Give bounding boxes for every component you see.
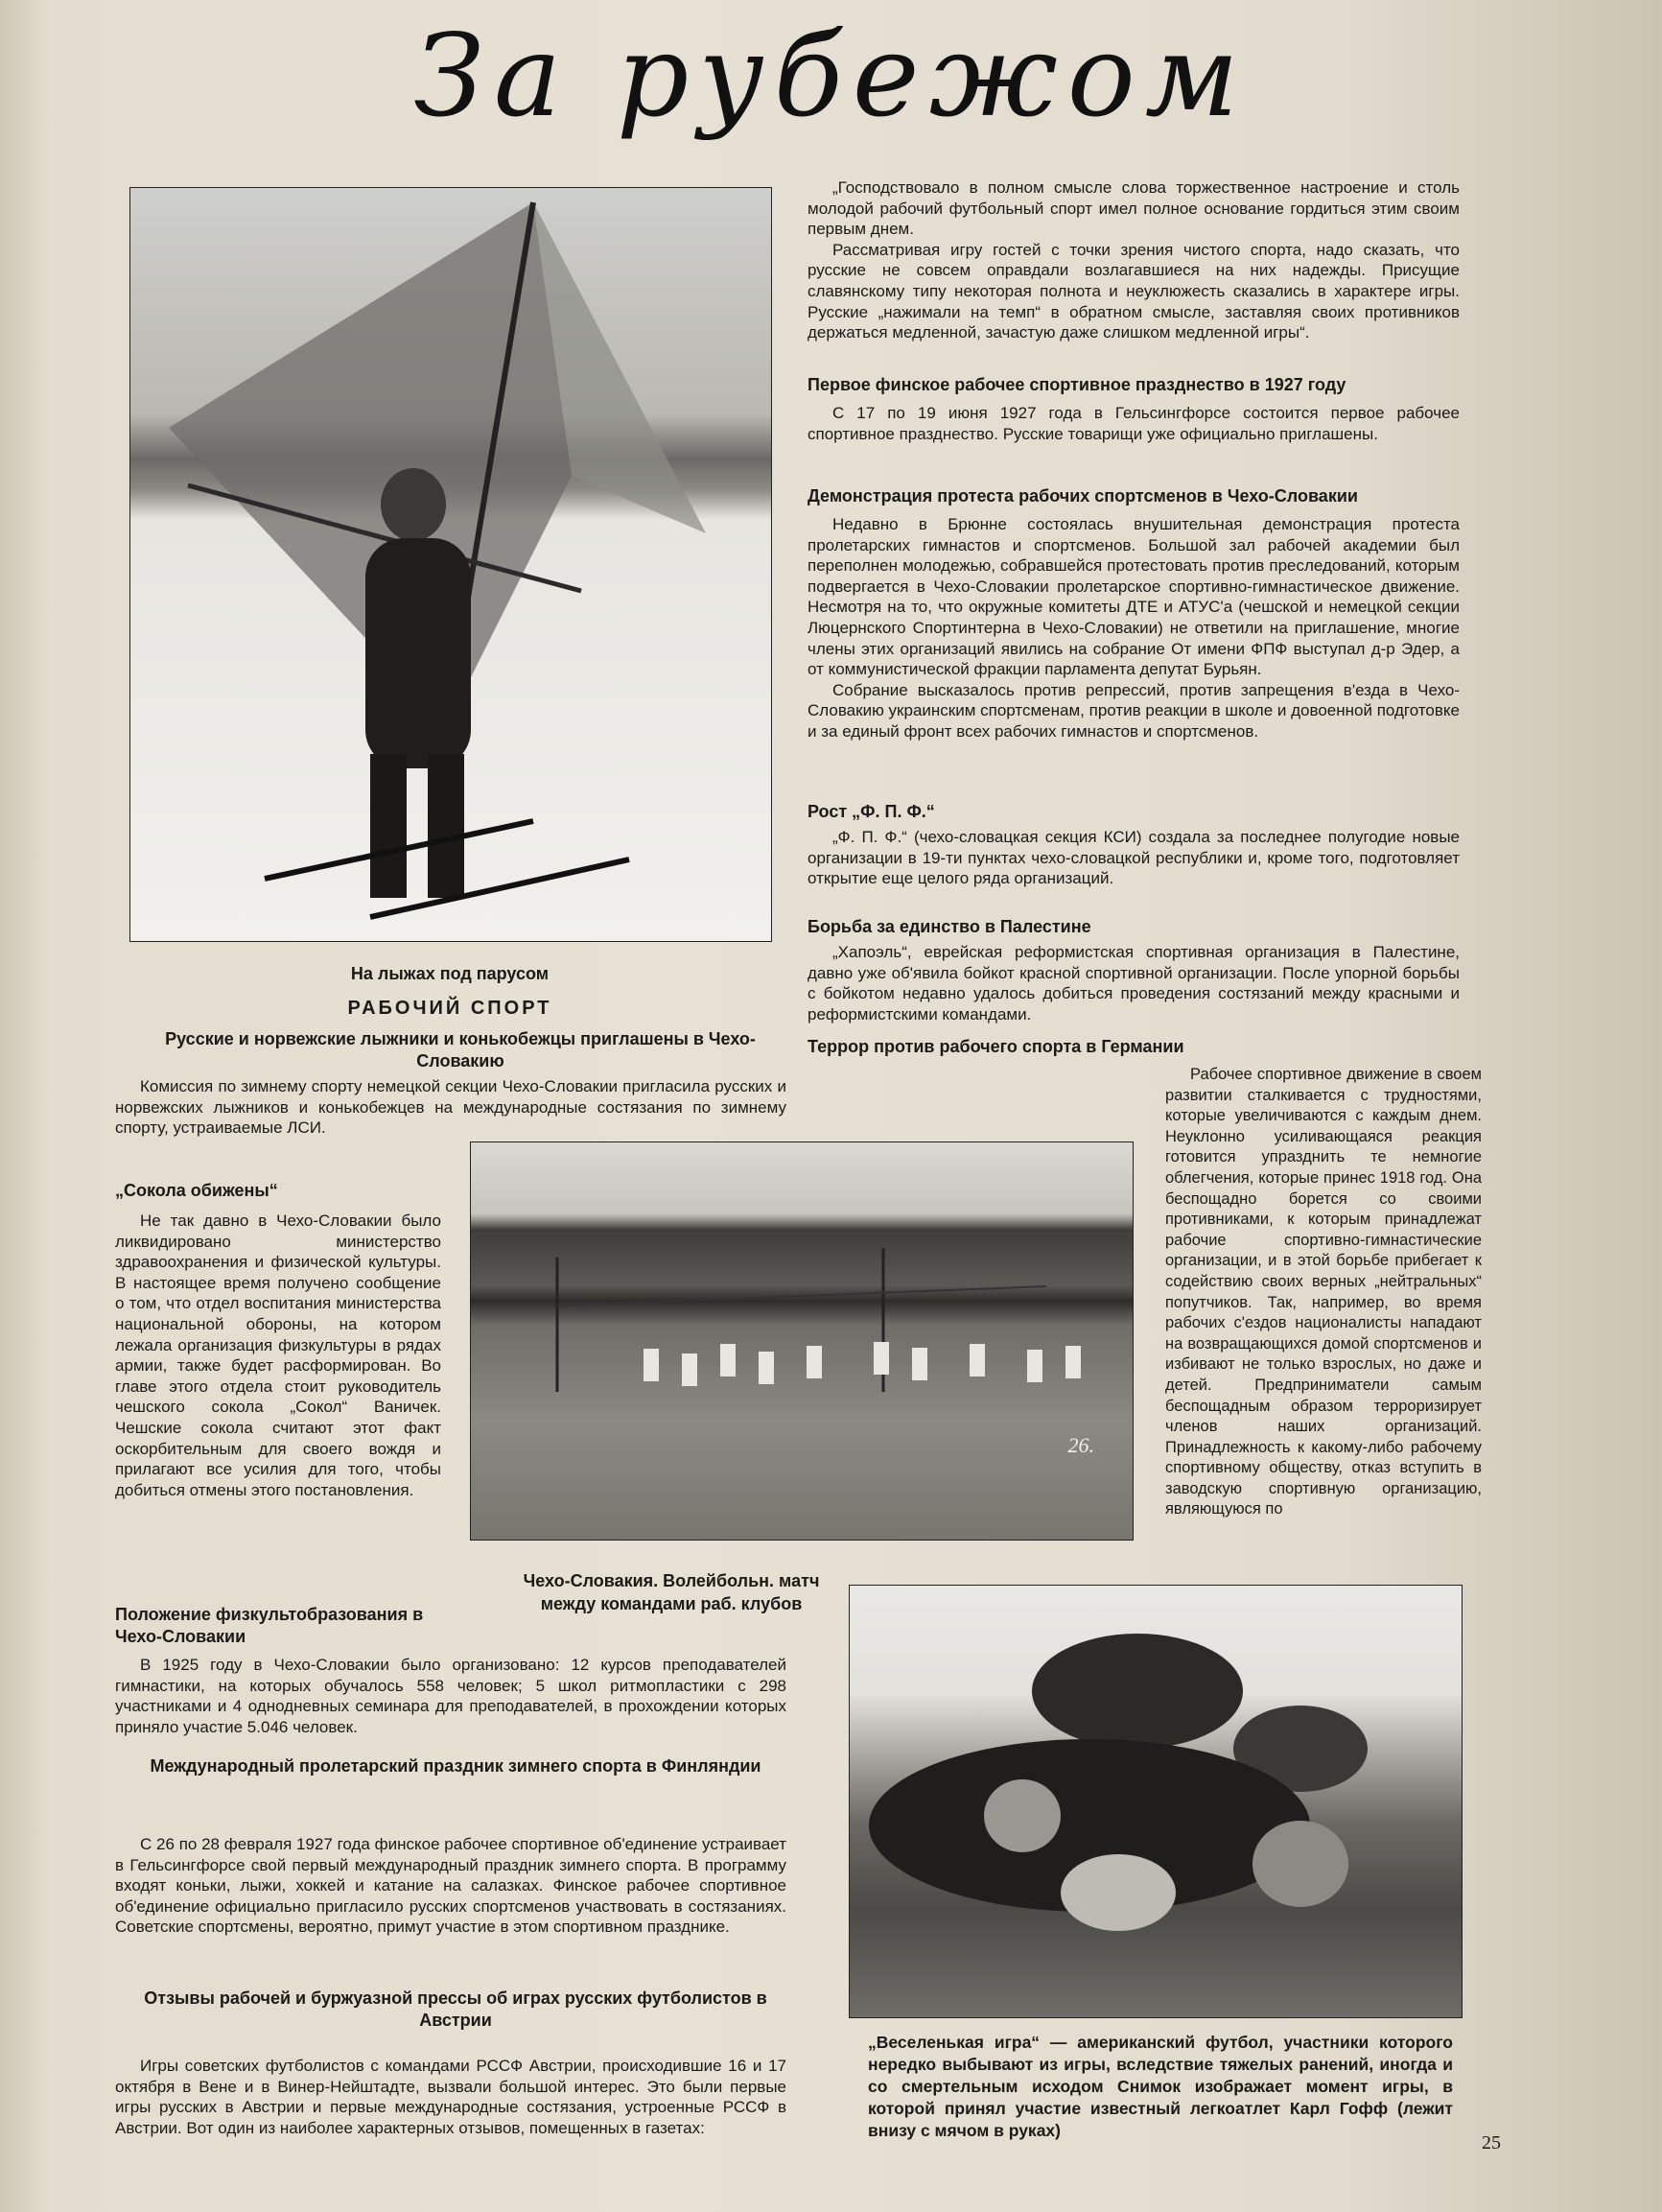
page-number: 25 <box>1482 2132 1501 2153</box>
right-text-quote-b: Рассматривая игру гостей с точки зрения чистого спорта, надо сказать, что русские не совсем оправдали возлагавшиеся на них надежды. Присущие славянскому типу некоторая полнота и неуклюжесть сказались в характере игры. Русские „нажимали на темп“ в обратном смысле, заставляя своих противников держаться медленной, зачастую даже слишком медленной игры“. <box>808 240 1460 342</box>
sail-skier-illustration <box>130 188 771 941</box>
right-text-4: „Хапоэль“, еврейская реформистская спортивная организация в Палестине, давно уже об'явила бойкот красной спортивной организации. После упорной борьбы с бойкотом недавно удалось добиться проведения состязаний между красными и реформистскими командами. <box>808 943 1460 1024</box>
left-heading-3: Положение физкультобразования в Чехо-Словакии <box>115 1605 424 1646</box>
right-paragraph-1 <box>808 403 1460 444</box>
right-heading-1: Первое финское рабочее спортивное празднество в 1927 году <box>808 375 1346 394</box>
section-heading: РАБОЧИЙ СПОРТ <box>347 998 552 1019</box>
right-text-2b: Собрание высказалось против репрессий, против запрещения в'езда в Чехо-Словакию украинским спортсменам, против реакции в школе и довоенной подготовке и за единый фронт всех рабочих гимнастов и спортсменов. <box>808 680 1460 741</box>
left-text-2: Не так давно в Чехо-Словакии было ликвидировано министерство здравоохранения и физической культуры. В настоящее время получено сообщение о том, что отдел воспитания министерства национальной обороны, на котором лежала организация физкультуры в рядах армии, также будет расформирован. Во главе этого отдела стоит руководитель чешского сокола „Сокол“ Ваничек. Чешские сокола считают этот факт оскорбительным для своего вождя и прилагают все усилия для того, чтобы добиться отмены этого постановления. <box>115 1212 441 1499</box>
volleyball-caption-line-2: между командами раб. клубов <box>540 1594 803 1613</box>
football-photo <box>849 1585 1463 2018</box>
volleyball-illustration <box>471 1142 1133 1540</box>
left-text-5: Игры советских футболистов с командами РССФ Австрии, происходившие 16 и 17 октября в Вене и в Винер-Нейштадте, вызвали большой интерес. Это были первые игры русских в Австрии и первые международные состязания, устроенные РССФ в Австрии. Вот один из наиболее характерных отзывов, помещенных в газетах: <box>115 2057 786 2137</box>
sail-skier-photo <box>129 187 772 942</box>
right-heading-4: Борьба за единство в Палестине <box>808 917 1091 936</box>
football-caption: „Веселенькая игра“ — американский футбол, участники которого нередко выбывают из игры, вследствие тяжелых ранений, иногда и со смертельным исходом Снимок изображает момент игры, в которой принял участие известный легкоатлет Карл Гофф (лежит внизу с мячом в руках) <box>868 2033 1453 2140</box>
left-heading-4: Международный пролетарский праздник зимнего спорта в Финляндии <box>150 1756 761 1776</box>
right-quote <box>808 177 1460 343</box>
right-text-3: „Ф. П. Ф.“ (чехо-словацкая секция КСИ) создала за последнее полугодие новые организации в 19-ти пунктах чехо-словацкой республики и, кроме того, подготовляет открытие еще целого ряда организаций. <box>808 828 1460 888</box>
left-text-4: С 26 по 28 февраля 1927 года финское рабочее спортивное об'единение устраивает в Гельсингфорсе свой первый международный праздник зимнего спорта. В программу входят коньки, лыжи, хоккей и катание на салазках. Финское рабочее спортивное об'единение официально пригласило русских спортсменов участвовать в состязаниях. Советские спортсмены, вероятно, примут участие в этом спортивном празднике. <box>115 1835 786 1937</box>
left-heading-5: Отзывы рабочей и буржуазной прессы об играх русских футболистов в Австрии <box>144 1988 767 2030</box>
right-text-5: Рабочее спортивное движение в своем развитии сталкивается с трудностями, которые увеличиваются с каждым днем. Неуклонно усиливающаяся реакция готовится упразднить те немногие облегчения, которые принес 1918 год. Она беспощадно борется со своими противниками, к которым принадлежат рабочие спортивно-гимнастические организации, и в этой борьбе прибегает к содействию своих верных „нейтральных“ попутчиков. Так, например, во время рабочих с'ездов националисты нападают на возвращающихся домой спортсменов и избивают не только взрослых, но даже и детей. Предприниматели самым беспощадным образом терроризирует членов наших организаций. Принадлежность к какому-либо рабочему спортивному обществу, отказ вступить в заводскую спортивную организацию, являющуюся по <box>1165 1066 1482 1518</box>
volleyball-caption-line-1: Чехо-Словакия. Волейбольн. матч <box>523 1571 820 1590</box>
left-paragraph-2 <box>115 1211 441 1500</box>
left-heading-2: „Сокола обижены“ <box>115 1181 278 1200</box>
right-text-2a: Недавно в Брюнне состоялась внушительная демонстрация протеста пролетарских гимнастов и спортсменов. Большой зал рабочей академии был переполнен молодежью, собравшейся протестовать против преследований, которым подвергается в Чехо-Словакии пролетарское спортивно-гимнастическое движение. Несмотря на то, что окружные комитеты ДТЕ и АТУС'а (чешской и немецкой секции Люцернского Спортинтерна в Чехо-Словакии) не ответили на приглашение, многие члены этих организаций явились на собрание От имени ФПФ выступал д-р Эдер, а от коммунистической фракции парламента депутат Бурьян. <box>808 515 1460 679</box>
volleyball-photo <box>470 1141 1134 1541</box>
right-paragraph-4 <box>808 942 1460 1024</box>
right-heading-5: Террор против рабочего спорта в Германии <box>808 1037 1184 1056</box>
left-paragraph-1 <box>115 1076 786 1139</box>
right-text-quote-a: „Господствовало в полном смысле слова торжественное настроение и столь молодой рабочий футбольный спорт имел полное основание гордиться этим своим первым днем. <box>808 178 1460 239</box>
left-paragraph-5 <box>115 2056 786 2138</box>
right-paragraph-2 <box>808 514 1460 742</box>
right-paragraph-5 <box>1165 1065 1482 1520</box>
volleyball-photo-mark: 26. <box>1067 1433 1094 1457</box>
left-heading-1: Русские и норвежские лыжники и конькобежцы приглашены в Чехо-Словакию <box>165 1029 756 1071</box>
right-paragraph-3 <box>808 827 1460 889</box>
left-text-3: В 1925 году в Чехо-Словакии было организовано: 12 курсов преподавателей гимнастики, на которых обучалось 558 человек; 5 школ ритмопластики с 298 участниками и 4 однодневных семинара для преподавателей, в прохождении которых приняло участие 5.046 человек. <box>115 1656 786 1736</box>
page-title: За рубежом <box>413 10 1249 142</box>
right-heading-3: Рост „Ф. П. Ф.“ <box>808 802 935 821</box>
football-illustration <box>850 1586 1462 2017</box>
right-text-1: С 17 по 19 июня 1927 года в Гельсингфорсе состоится первое рабочее спортивное празднество. Русские товарищи уже официально приглашены. <box>808 404 1460 443</box>
left-text-1: Комиссия по зимнему спорту немецкой секции Чехо-Словакии пригласила русских и норвежских лыжников и конькобежцев на международные состязания по зимнему спорту, устраиваемые ЛСИ. <box>115 1077 786 1138</box>
left-paragraph-4 <box>115 1834 786 1938</box>
left-paragraph-3 <box>115 1655 786 1737</box>
right-heading-2: Демонстрация протеста рабочих спортсменов в Чехо-Словакии <box>808 486 1358 506</box>
sail-photo-caption: На лыжах под парусом <box>350 964 550 983</box>
